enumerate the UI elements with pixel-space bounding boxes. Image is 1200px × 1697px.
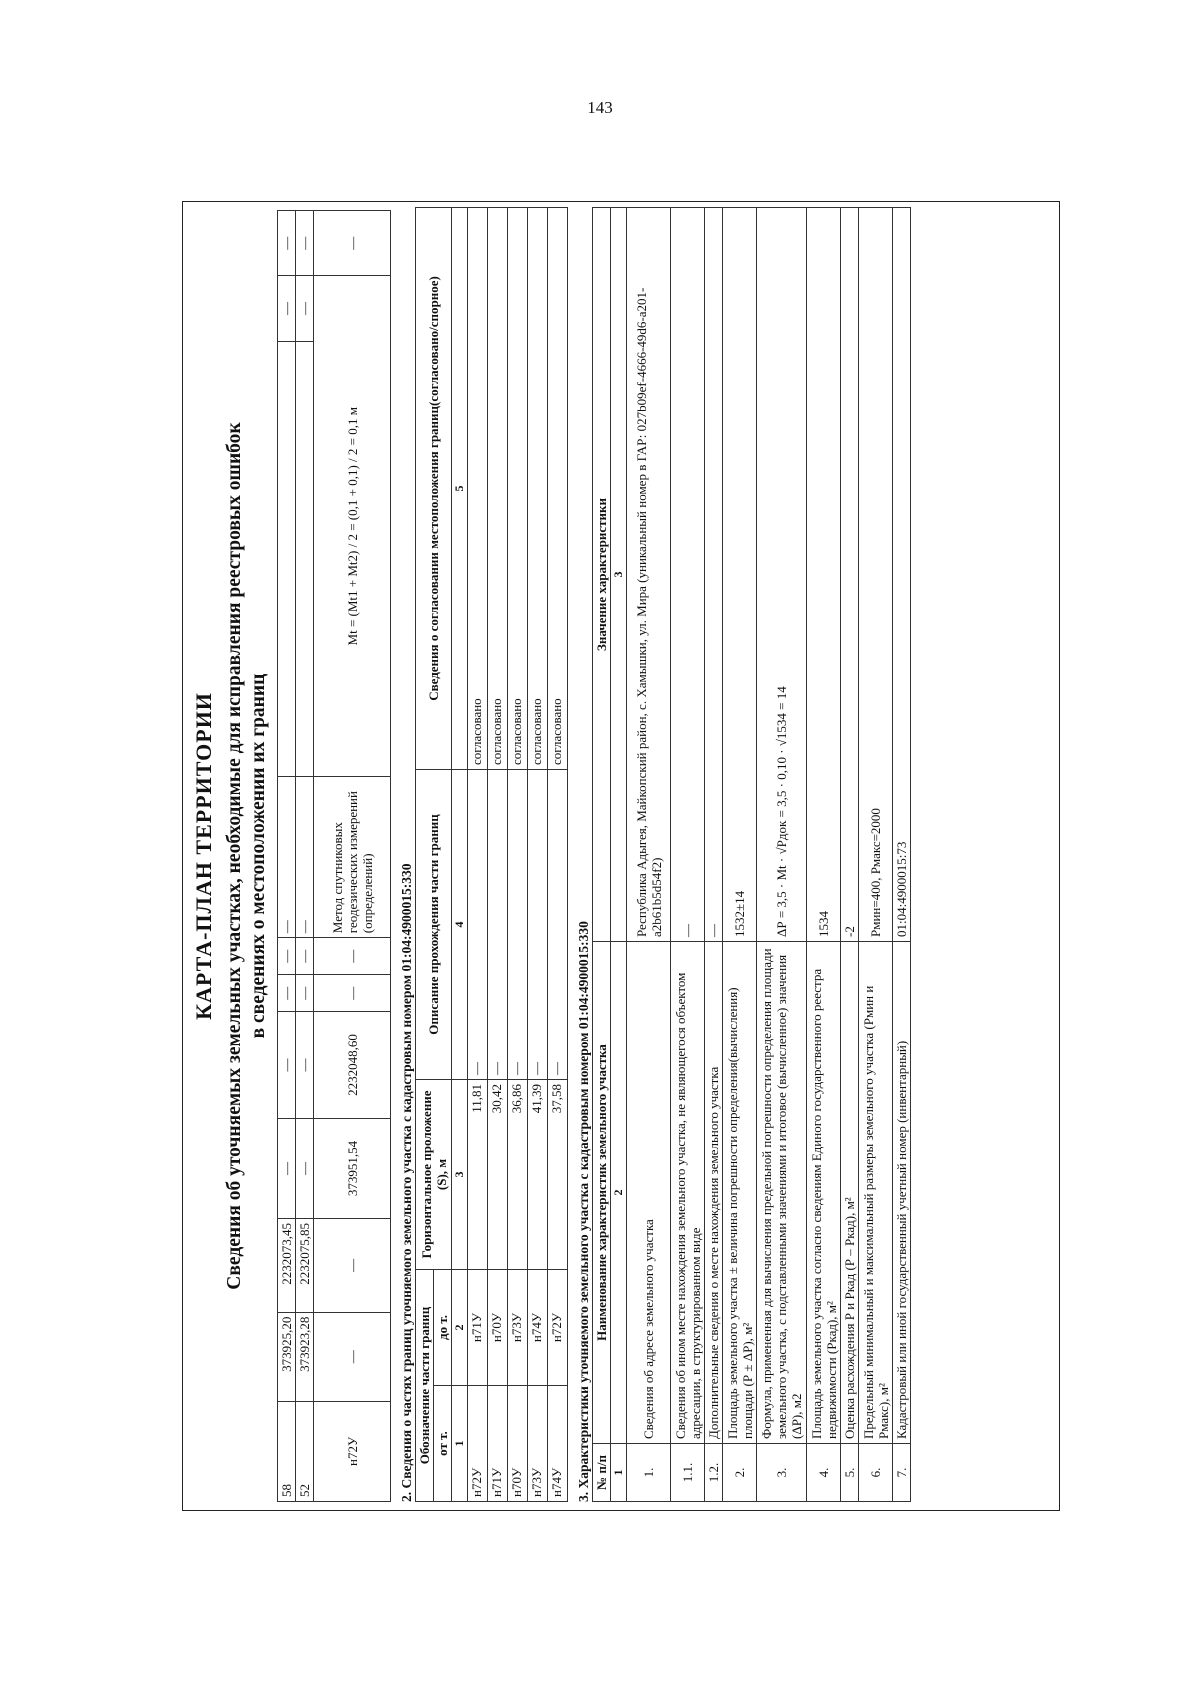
column-index: 5: [452, 207, 468, 769]
number-cell: 1.: [627, 1444, 671, 1502]
method-cell: Метод спутниковых геодезических измерений (определений): [314, 777, 391, 938]
x-cell: —: [314, 1312, 391, 1401]
length-cell: 11,81: [468, 1079, 488, 1269]
column-index: 1: [452, 1386, 468, 1502]
formula-cell: [278, 341, 296, 776]
point-cell: н72У: [314, 1401, 391, 1501]
point-cell: 52: [296, 1401, 314, 1501]
y2-cell: —: [296, 1012, 314, 1119]
to-cell: н70У: [488, 1269, 508, 1385]
header-value: Значение характеристики: [593, 208, 611, 942]
point-cell: 58: [278, 1401, 296, 1501]
value-cell: 1532±14: [723, 208, 757, 942]
number-cell: 1.2.: [705, 1444, 723, 1502]
agreement-cell: согласовано: [508, 207, 528, 769]
cell: —: [314, 975, 391, 1012]
y2-cell: —: [278, 1012, 296, 1119]
table-row: [671, 208, 705, 1502]
header-agreement: Сведения о согласовании местоположения границ(согласовано/спорное): [416, 207, 452, 769]
name-cell: Сведения об адресе земельного участка: [627, 942, 671, 1444]
header-name: Наименование характеристик земельного участка: [593, 942, 611, 1444]
formula-cell: [296, 341, 314, 776]
column-index: 1: [611, 1444, 627, 1502]
length-cell: 36,86: [508, 1079, 528, 1269]
cell: —: [296, 975, 314, 1012]
section-2-title: 2. Сведения о частях границ уточняемого земельного участка с кадастровым номером 01:04:4900015:330: [399, 863, 414, 1502]
name-cell: Сведения об ином месте нахождения земельного участка, не являющегося объектом адресации, в структурированном виде: [671, 942, 705, 1444]
column-index: 4: [452, 769, 468, 1079]
name-cell: Площадь земельного участка согласно сведениям Единого государственного реестра недвижимости (Ркад), м²: [807, 942, 841, 1444]
agreement-cell: согласовано: [488, 207, 508, 769]
subtitle-line-1: Сведения об уточняемых земельных участках, необходимые для исправления реестровых ошибок: [224, 422, 245, 1290]
table-row: [841, 208, 859, 1502]
header-to: до т.: [434, 1269, 452, 1385]
to-cell: н72У: [548, 1269, 568, 1385]
table-row: [528, 207, 548, 1501]
from-cell: н72У: [468, 1386, 488, 1502]
cell: —: [314, 938, 391, 975]
coordinates-table: [277, 210, 391, 1502]
cell: —: [278, 211, 296, 276]
table-row: [705, 208, 723, 1502]
header-from: от т.: [434, 1386, 452, 1502]
document-subtitle: [223, 210, 271, 1502]
from-cell: н70У: [508, 1386, 528, 1502]
value-cell: Рмин=400, Рмакс=2000: [859, 208, 893, 942]
cell: —: [296, 211, 314, 276]
table-row: [508, 207, 528, 1501]
value-cell: -2: [841, 208, 859, 942]
number-cell: 5.: [841, 1444, 859, 1502]
cell: —: [278, 276, 296, 341]
agreement-cell: согласовано: [528, 207, 548, 769]
value-cell: ΔР = 3,5 · Mt · √Pдок = 3,5 · 0,10 · √1534 = 14: [757, 208, 807, 942]
number-cell: 1.1.: [671, 1444, 705, 1502]
cell: —: [296, 276, 314, 341]
y-cell: —: [314, 1219, 391, 1313]
number-cell: 3.: [757, 1444, 807, 1502]
length-cell: 37,58: [548, 1079, 568, 1269]
mt-formula-cell: Mt = (Mt1 + Mt2) / 2 = (0,1 + 0,1) / 2 = 0,1 м: [314, 276, 391, 777]
description-cell: —: [488, 769, 508, 1079]
description-cell: —: [548, 769, 568, 1079]
value-cell: 1534: [807, 208, 841, 942]
cell: —: [314, 211, 391, 276]
header-length: Горизонтальное проложение (S), м: [416, 1079, 452, 1269]
table-row: [723, 208, 757, 1502]
method-cell: —: [296, 777, 314, 938]
description-cell: —: [508, 769, 528, 1079]
characteristics-table: [592, 207, 911, 1502]
value-cell: 01:04:4900015:73: [893, 208, 911, 942]
number-cell: 6.: [859, 1444, 893, 1502]
x2-cell: —: [278, 1118, 296, 1218]
name-cell: Дополнительные сведения о месте нахождения земельного участка: [705, 942, 723, 1444]
name-cell: Оценка расхождения Р и Ркад (Р – Ркад), м²: [841, 942, 859, 1444]
y-cell: 2232073,45: [278, 1219, 296, 1313]
agreement-cell: согласовано: [468, 207, 488, 769]
y2-cell: 2232048,60: [314, 1012, 391, 1119]
description-cell: —: [468, 769, 488, 1079]
cadastral-plan-sheet: [182, 201, 1060, 1511]
boundary-parts-table: [415, 207, 568, 1502]
table-row: [548, 207, 568, 1501]
table-row: [757, 208, 807, 1502]
x2-cell: —: [296, 1118, 314, 1218]
table-row: [296, 211, 314, 1502]
column-index: 2: [611, 942, 627, 1444]
table-header-row: [416, 207, 434, 1501]
y-cell: 2232075,85: [296, 1219, 314, 1313]
to-cell: н74У: [528, 1269, 548, 1385]
section-3-title: 3. Характеристики уточняемого земельного участка с кадастровым номером 01:04:4900015:330: [576, 921, 591, 1502]
to-cell: н71У: [468, 1269, 488, 1385]
value-cell: —: [671, 208, 705, 942]
from-cell: н71У: [488, 1386, 508, 1502]
to-cell: н73У: [508, 1269, 528, 1385]
method-cell: —: [278, 777, 296, 938]
table-row: [488, 207, 508, 1501]
table-row: [807, 208, 841, 1502]
table-row: [627, 208, 671, 1502]
table-row: [859, 208, 893, 1502]
header-description: Описание прохождения части границ: [416, 769, 452, 1079]
description-cell: —: [528, 769, 548, 1079]
document-title: КАРТА-ПЛАН ТЕРРИТОРИИ: [191, 692, 216, 1020]
x-cell: 373923,28: [296, 1312, 314, 1401]
value-cell: Республика Адыгея, Майкопский район, с. Хамышки, ул. Мира (уникальный номер в ГАР: 027b09ef-4666-49d6-a201-a2b61b5d54f2): [627, 208, 671, 942]
column-index-row: [452, 207, 468, 1501]
x-cell: 373925,20: [278, 1312, 296, 1401]
name-cell: Предельный минимальный и максимальный размеры земельного участка (Рмин и Рмакс), м²: [859, 942, 893, 1444]
number-cell: 7.: [893, 1444, 911, 1502]
length-cell: 30,42: [488, 1079, 508, 1269]
header-boundary-parts: Обозначение части границ: [416, 1269, 434, 1501]
from-cell: н73У: [528, 1386, 548, 1502]
table-row: [893, 208, 911, 1502]
agreement-cell: согласовано: [548, 207, 568, 769]
page-number: 143: [587, 98, 613, 117]
table-row: [314, 211, 391, 1502]
name-cell: Площадь земельного участка ± величина погрешности определения(вычисления) площади (Р ± ΔР), м²: [723, 942, 757, 1444]
column-index: 3: [611, 208, 627, 942]
x2-cell: 373951,54: [314, 1118, 391, 1218]
length-cell: 41,39: [528, 1079, 548, 1269]
cell: —: [278, 975, 296, 1012]
table-row: [278, 211, 296, 1502]
column-index: 2: [452, 1269, 468, 1385]
name-cell: Кадастровый или иной государственный учетный номер (инвентарный): [893, 942, 911, 1444]
name-cell: Формула, примененная для вычисления предельной погрешности определения площади земельного участка, с подставленными значениями и итоговое (вычисленное) значения (ΔР), м2: [757, 942, 807, 1444]
table-row: [468, 207, 488, 1501]
column-index: 3: [452, 1079, 468, 1269]
number-cell: 4.: [807, 1444, 841, 1502]
header-number: № п/п: [593, 1444, 611, 1502]
number-cell: 2.: [723, 1444, 757, 1502]
table-header-row: [593, 208, 611, 1502]
subtitle-line-2: в сведениях о местоположении их границ: [248, 673, 269, 1039]
value-cell: —: [705, 208, 723, 942]
cell: —: [296, 938, 314, 975]
column-index-row: [611, 208, 627, 1502]
from-cell: н74У: [548, 1386, 568, 1502]
cell: —: [278, 938, 296, 975]
